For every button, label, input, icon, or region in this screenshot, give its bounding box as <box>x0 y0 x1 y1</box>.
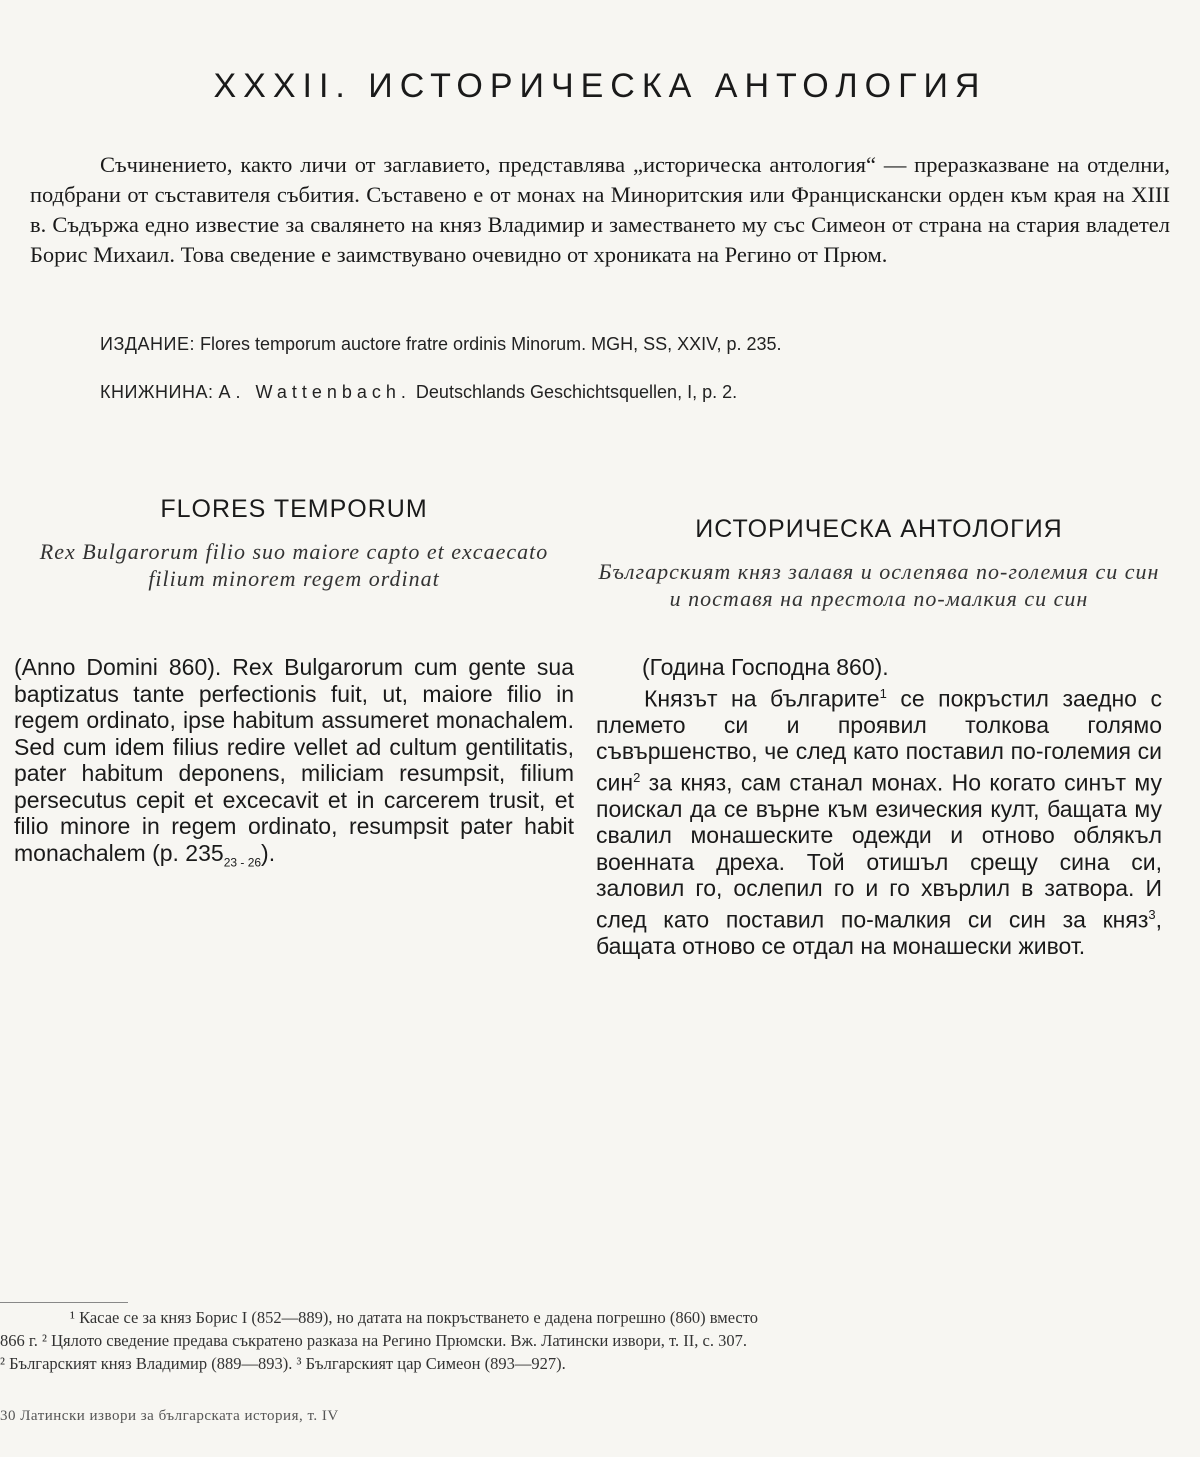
intro-text: Съчинението, както личи от заглавието, представлява „историческа антология“ — преразказване на отделни, подбрани от съставителя събития. Съставено е от монах на Миноритския или Францискански орден към края на XIII в. Съдържа едно известие за свалянето на княз Владимир и заместването му със Симеон от страна на стария владетел Борис Михаил. Това сведение е заимствувано очевидно от хрониката на Регино от Прюм. <box>30 152 1170 267</box>
running-footer: 30 Латински извори за българската история, т. IV <box>0 1408 339 1424</box>
literature-line <box>100 382 1150 403</box>
edition-line <box>100 334 1150 355</box>
footnote-2: 866 г. ² Цялото сведение предава съкратено разказа на Регино Прюмски. Вж. Латински извори, т. II, с. 307. <box>0 1331 747 1350</box>
latin-year: (Anno Domini 860). <box>14 654 222 680</box>
bulgarian-text-1: Князът на българите <box>644 685 880 712</box>
footnote-rule <box>0 1302 128 1303</box>
footnote-1: ¹ Касае се за княз Борис I (852—889), но датата на покръстването е дадена погрешно (860) вместо <box>70 1308 758 1327</box>
footnotes <box>0 1306 1170 1375</box>
bulgarian-year: (Година Господна 860). <box>642 654 889 680</box>
edition-text: Flores temporum auctore fratre ordinis Minorum. MGH, SS, XXIV, p. 235. <box>199 334 782 354</box>
intro-paragraph <box>30 150 1170 270</box>
bulgarian-text-4: , бащата отново се отдал на монашески живот. <box>596 906 1162 959</box>
latin-ref-end: ). <box>261 839 276 866</box>
latin-subtitle: Rex Bulgarorum filio suo maiore capto et excaecato filium minorem regem ordinat <box>39 539 549 591</box>
latin-ref-sub: 23 - 26 <box>223 855 262 870</box>
literature-author: A. Wattenbach. <box>218 382 411 402</box>
literature-label: КНИЖНИНА: <box>100 382 214 402</box>
bulgarian-text-2: се покръстил заедно с племето си и проявил толкова голямо съвършенство, че след като поставил по-големия си син <box>596 685 1162 796</box>
chapter-title: XXXII. ИСТОРИЧЕСКА АНТОЛОГИЯ <box>213 66 987 105</box>
bulgarian-column <box>596 515 1162 959</box>
bulgarian-text-3: за княз, сам станал монах. Но когато синът му поискал да се върне към езическия култ, бащата му свалил монашеските одежди и отново облякъл военната дреха. Той отишъл срещу сина си, заловил го, ослепил го и го хвърлил в затвора. И след като поставил по-малкия си син за княз <box>596 769 1162 933</box>
latin-column <box>14 495 574 876</box>
edition-label: ИЗДАНИЕ: <box>100 334 195 354</box>
latin-text: Rex Bulgarorum cum gente sua baptizatus tante perfectionis fuit, ut, maiore filio in regem ordinato, ipse habitum assumeret monachalem. Sed cum idem filius redire vellet ad cultum gentilitatis, pater habitum deponens, miliciam resumpsit, filium persecutus cepit et excecavit et in carcerem trusit, et filio minore in regem ordinato, resumpsit pater habit monachalem (p. 235 <box>14 654 575 866</box>
bulgarian-heading: ИСТОРИЧЕСКА АНТОЛОГИЯ <box>695 515 1063 543</box>
bulgarian-subtitle: Българският княз залавя и ослепява по-големия си син и поставя на престола по-малкия си син <box>598 559 1160 611</box>
footnote-ref-2: 2 <box>633 769 641 785</box>
footnote-ref-1: 1 <box>879 685 887 701</box>
bulgarian-text <box>596 681 1162 960</box>
latin-heading: FLORES TEMPORUM <box>160 495 428 523</box>
footnote-3: ² Българският княз Владимир (889—893). ³ Българският цар Симеон (893—927). <box>0 1354 566 1373</box>
literature-text: Deutschlands Geschichtsquellen, I, p. 2. <box>415 382 738 402</box>
footnote-ref-3: 3 <box>1148 906 1156 922</box>
latin-body <box>14 654 574 876</box>
bulgarian-body <box>596 654 1162 959</box>
